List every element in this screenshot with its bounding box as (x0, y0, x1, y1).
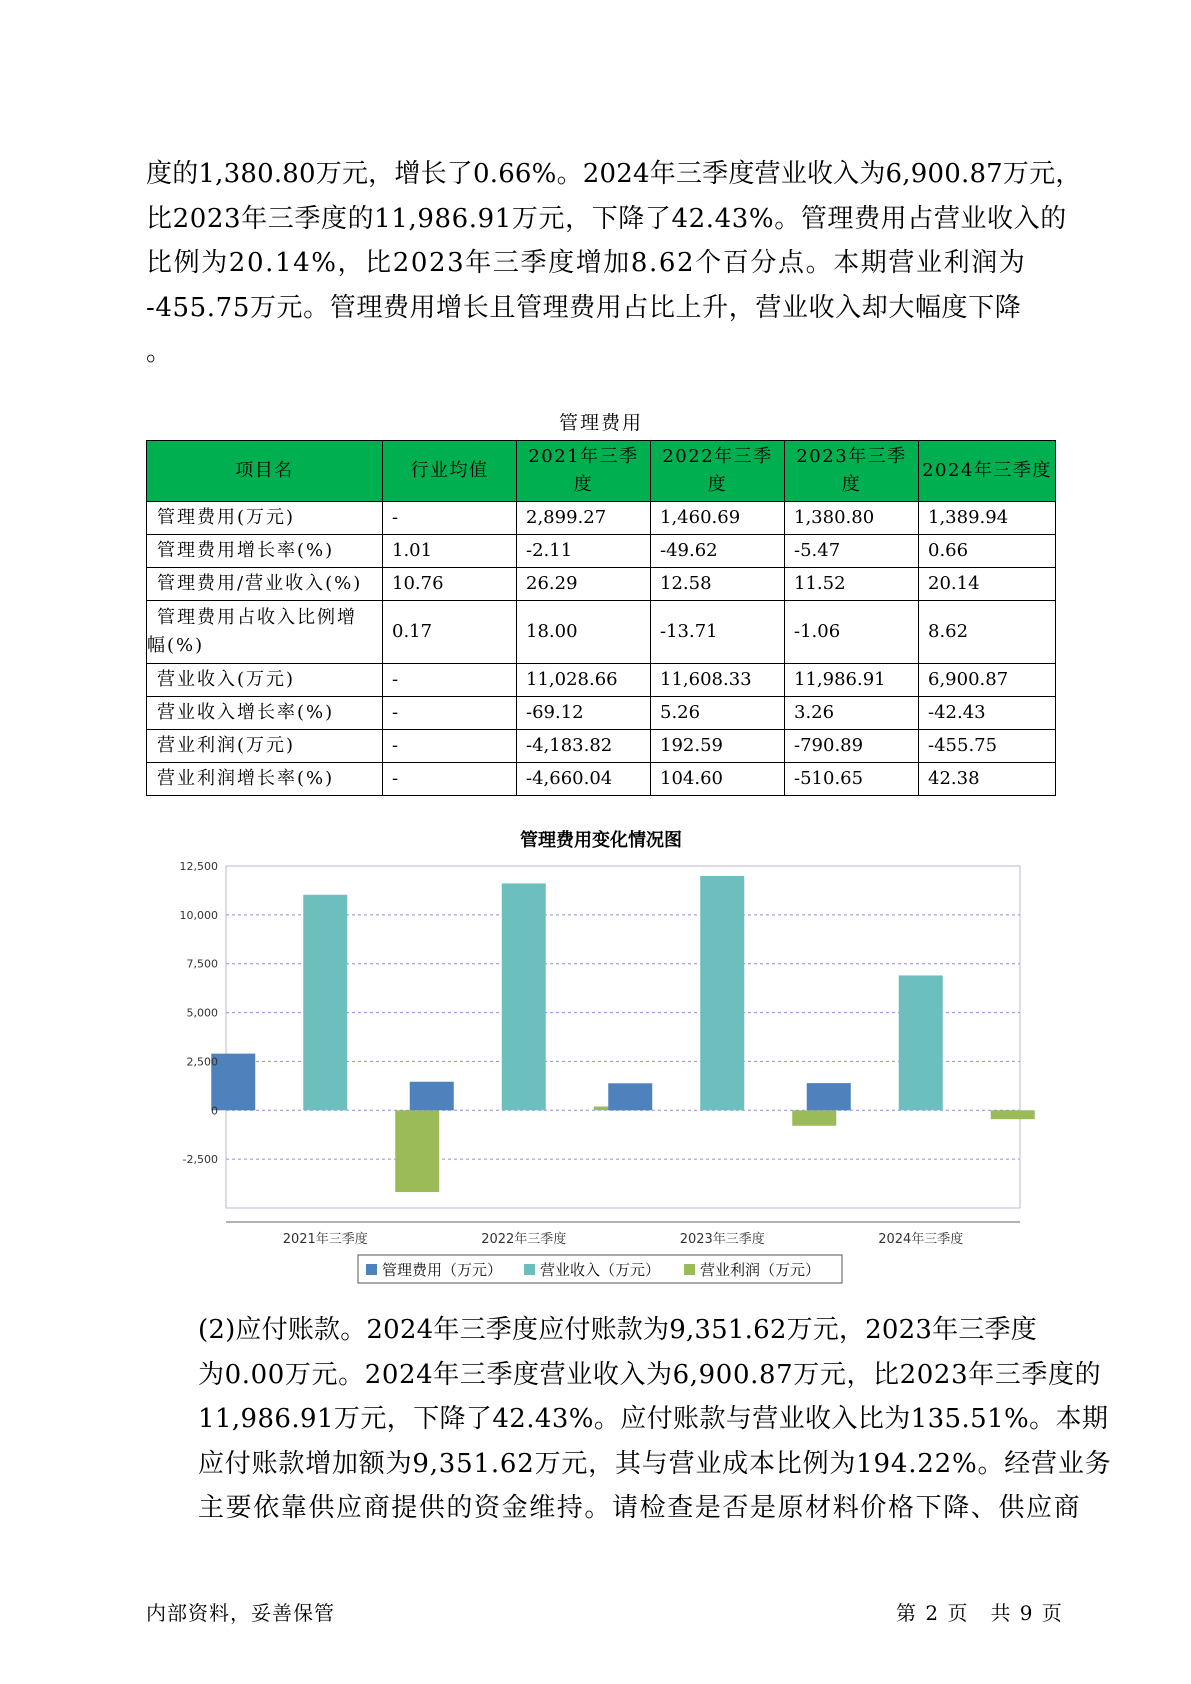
legend-label: 营业利润（万元） (700, 1261, 821, 1279)
y-tick-label: 12,500 (179, 860, 218, 873)
table-caption: 管理费用 (558, 412, 643, 434)
table-cell: -2.11 (517, 535, 651, 568)
table-cell: -49.62 (651, 535, 785, 568)
table-cell: -790.89 (785, 730, 919, 763)
table-cell: -13.71 (651, 601, 785, 664)
text-line: (2)应付账款。2024年三季度应付账款为9,351.62万元，2023年三季度 (198, 1315, 1037, 1345)
table-cell: 0.17 (383, 601, 517, 664)
x-tick-label: 2024年三季度 (878, 1232, 964, 1247)
table-cell: -4,660.04 (517, 763, 651, 796)
bar (395, 1110, 439, 1192)
table-cell: 11.52 (785, 568, 919, 601)
header-cell: 项目名 (147, 441, 383, 502)
bar (792, 1110, 836, 1125)
table-cell: 管理费用(万元) (147, 502, 383, 535)
table-cell: 26.29 (517, 568, 651, 601)
table-cell: 管理费用/营业收入(%) (147, 568, 383, 601)
table-cell: -69.12 (517, 697, 651, 730)
table-cell: 1,389.94 (919, 502, 1056, 535)
text-line: 为0.00万元。2024年三季度营业收入为6,900.87万元，比2023年三季度的 (198, 1359, 1102, 1390)
table-cell: 20.14 (919, 568, 1056, 601)
y-tick-label: 10,000 (179, 908, 218, 922)
table-cell: 3.26 (785, 697, 919, 730)
bar (807, 1083, 851, 1110)
table-cell: 104.60 (651, 763, 785, 796)
header-cell: 行业均值 (383, 441, 517, 502)
bar (700, 876, 744, 1110)
table-cell: 营业利润(万元) (147, 730, 383, 763)
table-cell: 营业收入(万元) (147, 664, 383, 697)
legend-swatch (684, 1264, 695, 1275)
table-cell: 营业收入增长率(%) (147, 697, 383, 730)
table-cell: 42.38 (919, 763, 1056, 796)
bar (303, 895, 347, 1111)
table-cell: - (383, 502, 517, 535)
x-tick-label: 2021年三季度 (282, 1232, 368, 1247)
text-line: 度的1,380.80万元，增长了0.66%。2024年三季度营业收入为6,900.87万元， (146, 159, 1082, 189)
table-cell: 1.01 (383, 535, 517, 568)
table-cell: 11,608.33 (651, 664, 785, 697)
table-cell: -510.65 (785, 763, 919, 796)
table-cell: 1,460.69 (651, 502, 785, 535)
table-cell: 18.00 (517, 601, 651, 664)
y-tick-label: 7,500 (186, 957, 218, 971)
table-cell: 10.76 (383, 568, 517, 601)
legend-swatch (366, 1264, 377, 1275)
table-cell: -4,183.82 (517, 730, 651, 763)
header-cell: 2024年三季度 (919, 441, 1056, 502)
legend-label: 营业收入（万元） (540, 1261, 661, 1279)
text-line: 主要依靠供应商提供的资金维持。请检查是否是原材料价格下降、供应商 (198, 1493, 1082, 1523)
x-tick-label: 2023年三季度 (679, 1232, 765, 1247)
bar (899, 975, 943, 1110)
table-cell: - (383, 697, 517, 730)
chart-legend (358, 1255, 842, 1283)
table-cell: -1.06 (785, 601, 919, 664)
table-cell: -42.43 (919, 697, 1056, 730)
table-cell: 6,900.87 (919, 664, 1056, 697)
legend-label: 管理费用（万元） (382, 1261, 503, 1279)
table-cell: 5.26 (651, 697, 785, 730)
table-cell: 12.58 (651, 568, 785, 601)
table-cell: 管理费用增长率(%) (147, 535, 383, 568)
footer-confidential-note: 内部资料，妥善保管 (146, 1601, 335, 1625)
text-line: 应付账款增加额为9,351.62万元，其与营业成本比例为194.22%。经营业务 (198, 1448, 1112, 1479)
table-cell: - (383, 730, 517, 763)
table-cell: 0.66 (919, 535, 1056, 568)
text-line: 。 (146, 337, 173, 367)
table-cell: -455.75 (919, 730, 1056, 763)
table-cell: - (383, 664, 517, 697)
y-tick-label: 2,500 (186, 1055, 218, 1069)
table-cell: 营业利润增长率(%) (147, 763, 383, 796)
y-tick-label: 5,000 (186, 1006, 218, 1020)
table-cell: 2,899.27 (517, 502, 651, 535)
header-cell: 2022年三季度 (651, 441, 785, 502)
chart-title: 管理费用变化情况图 (520, 830, 682, 851)
header-cell: 2023年三季度 (785, 441, 919, 502)
table-cell: 11,028.66 (517, 664, 651, 697)
paragraph-accounts-payable (146, 1308, 1112, 1531)
text-line: -455.75万元。管理费用增长且管理费用占比上升，营业收入却大幅度下降 (146, 292, 1022, 323)
text-line: 比例为20.14%，比2023年三季度增加8.62个百分点。本期营业利润为 (146, 248, 1027, 278)
bar (502, 883, 546, 1110)
table-cell: 8.62 (919, 601, 1056, 664)
table-cell: -5.47 (785, 535, 919, 568)
table-cell: 11,986.91 (785, 664, 919, 697)
legend-swatch (524, 1264, 535, 1275)
table-cell: 192.59 (651, 730, 785, 763)
bar (410, 1082, 454, 1111)
bar (991, 1110, 1035, 1119)
x-tick-label: 2022年三季度 (481, 1232, 567, 1247)
footer-page-number: 第 2 页 共 9 页 (896, 1601, 1064, 1625)
text-line: 11,986.91万元，下降了42.43%。应付账款与营业收入比为135.51%。本期 (198, 1404, 1109, 1434)
chart-bars (211, 876, 1035, 1192)
table-cell: 1,380.80 (785, 502, 919, 535)
header-cell: 2021年三季度 (517, 441, 651, 502)
table-cell: 管理费用占收入比例增幅(%) (147, 601, 383, 664)
text-line: 比2023年三季度的11,986.91万元，下降了42.43%。管理费用占营业收入的 (146, 203, 1067, 234)
y-tick-label: 0 (211, 1104, 218, 1118)
y-tick-label: -2,500 (182, 1153, 218, 1167)
bar (608, 1083, 652, 1110)
table-cell: - (383, 763, 517, 796)
